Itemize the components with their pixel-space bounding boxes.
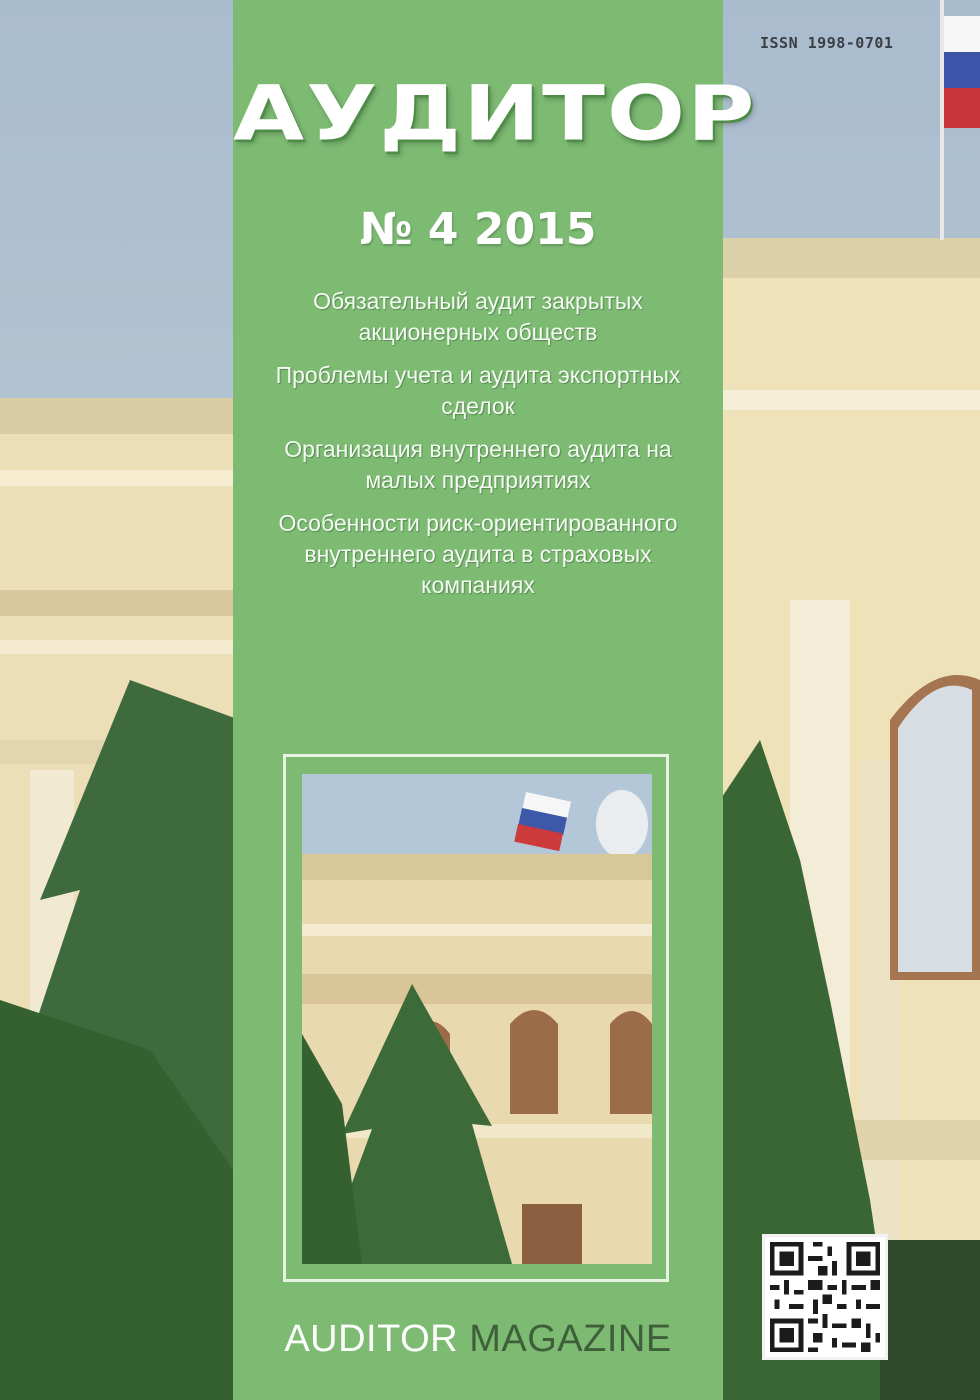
issn-code: ISSN 1998-0701 xyxy=(760,34,894,52)
brand-part-magazine: MAGAZINE xyxy=(469,1318,672,1360)
article-title: Организация внутреннего аудита на малых предприятиях xyxy=(284,436,672,493)
qr-code xyxy=(762,1234,888,1360)
brand-part-auditor: AUDITOR xyxy=(284,1318,459,1360)
brand-name xyxy=(233,1318,723,1361)
article-list xyxy=(263,286,693,613)
magazine-title: АУДИТОР xyxy=(233,69,757,158)
article-title: Особенности риск-ориентированного внутреннего аудита в страховых компаниях xyxy=(278,510,678,598)
article-title: Обязательный аудит закрытых акционерных обществ xyxy=(313,288,643,345)
issue-number: № 4 2015 xyxy=(359,204,597,255)
inset-photo xyxy=(302,774,652,1264)
article-title: Проблемы учета и аудита экспортных сделок xyxy=(275,362,681,419)
